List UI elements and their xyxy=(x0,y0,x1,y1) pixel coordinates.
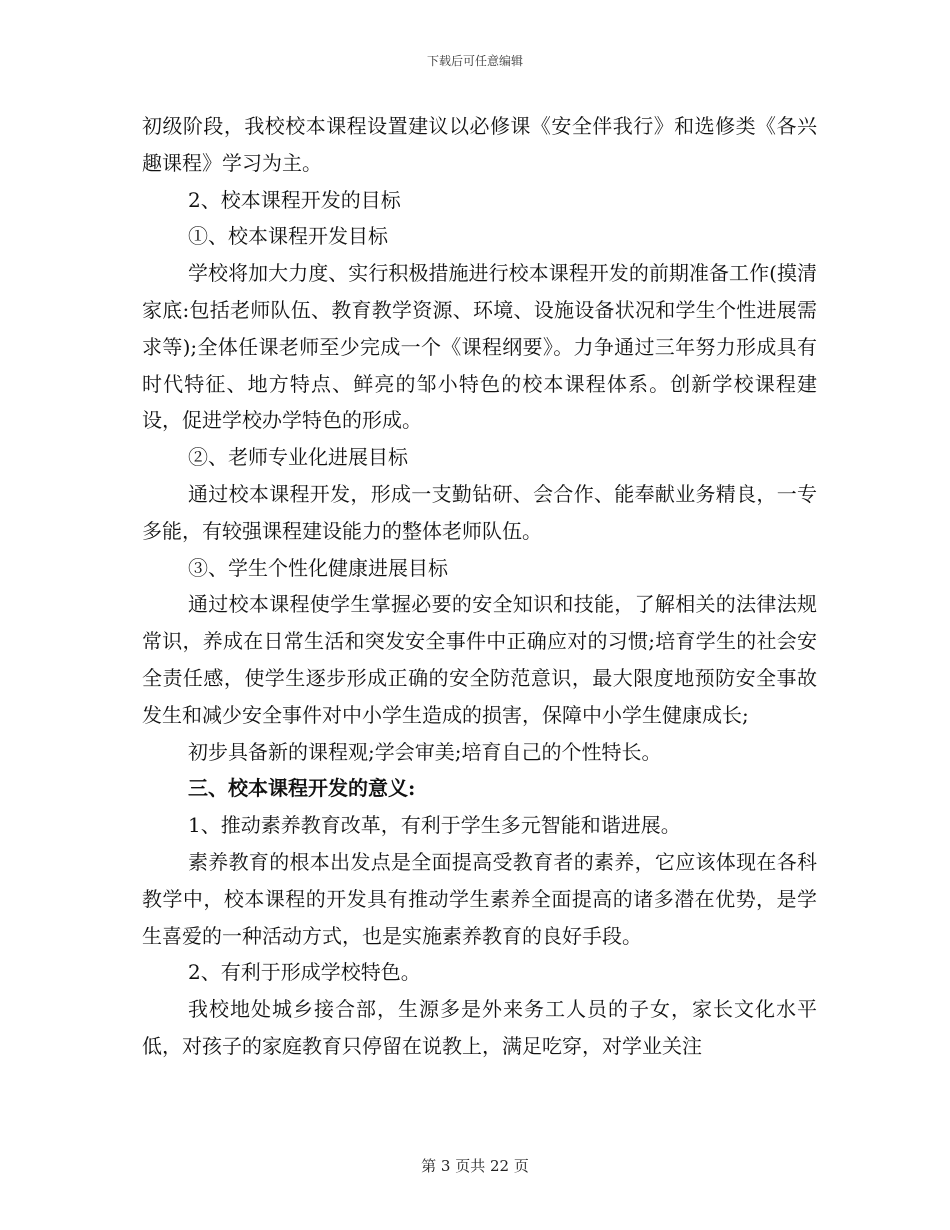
paragraph-1: 初级阶段，我校校本课程设置建议以必修课《安全伴我行》和选修类《各兴趣课程》学习为主。 xyxy=(142,114,817,175)
paragraph-6: 通过校本课程开发，形成一支勤钻研、会合作、能奉献业务精良，一专多能，有较强课程建设能力的整体老师队伍。 xyxy=(142,481,817,543)
paragraph-3: ①、校本课程开发目标 xyxy=(188,224,388,249)
paragraph-8: 通过校本课程使学生掌握必要的安全知识和技能，了解相关的法律法规常识，养成在日常生活和突发安全事件中正确应对的习惯;培育学生的社会安全责任感，使学生逐步形成正确的安全防范意识，最大限度地预防安全事故发生和减少安全事件对中小学生造成的损害，保障中小学生健康成长; xyxy=(142,592,817,727)
page-footer: 第 3 页共 22 页 xyxy=(421,1157,529,1175)
paragraph-2: 2、校本课程开发的目标 xyxy=(188,187,401,212)
section-heading: 三、校本课程开发的意义: xyxy=(188,776,416,801)
page-header: 下载后可任意编辑 xyxy=(426,54,523,68)
body-text xyxy=(142,108,817,1065)
paragraph-5: ②、老师专业化进展目标 xyxy=(188,445,408,470)
paragraph-9: 初步具备新的课程观;学会审美;培育自己的个性特长。 xyxy=(188,739,662,764)
paragraph-12: 素养教育的根本出发点是全面提高受教育者的素养，它应该体现在各科教学中，校本课程的开发具有推动学生素养全面提高的诸多潜在优势，是学生喜爱的一种活动方式，也是实施素养教育的良好手段。 xyxy=(142,849,817,948)
paragraph-7: ③、学生个性化健康进展目标 xyxy=(188,555,448,580)
paragraph-13: 2、有利于形成学校特色。 xyxy=(188,960,421,985)
paragraph-14: 我校地处城乡接合部，生源多是外来务工人员的子女，家长文化水平低，对孩子的家庭教育只停留在说教上，满足吃穿，对学业关注 xyxy=(142,997,817,1058)
paragraph-11: 1、推动素养教育改革，有利于学生多元智能和谐进展。 xyxy=(188,813,681,838)
paragraph-4: 学校将加大力度、实行积极措施进行校本课程开发的前期准备工作(摸清家底:包括老师队伍、教育教学资源、环境、设施设备状况和学生个性进展需求等);全体任课老师至少完成一个《课程纲要》。力争通过三年努力形成具有时代特征、地方特点、鲜亮的邹小特色的校本课程体系。创新学校课程建设，促进学校办学特色的形成。 xyxy=(142,261,817,433)
